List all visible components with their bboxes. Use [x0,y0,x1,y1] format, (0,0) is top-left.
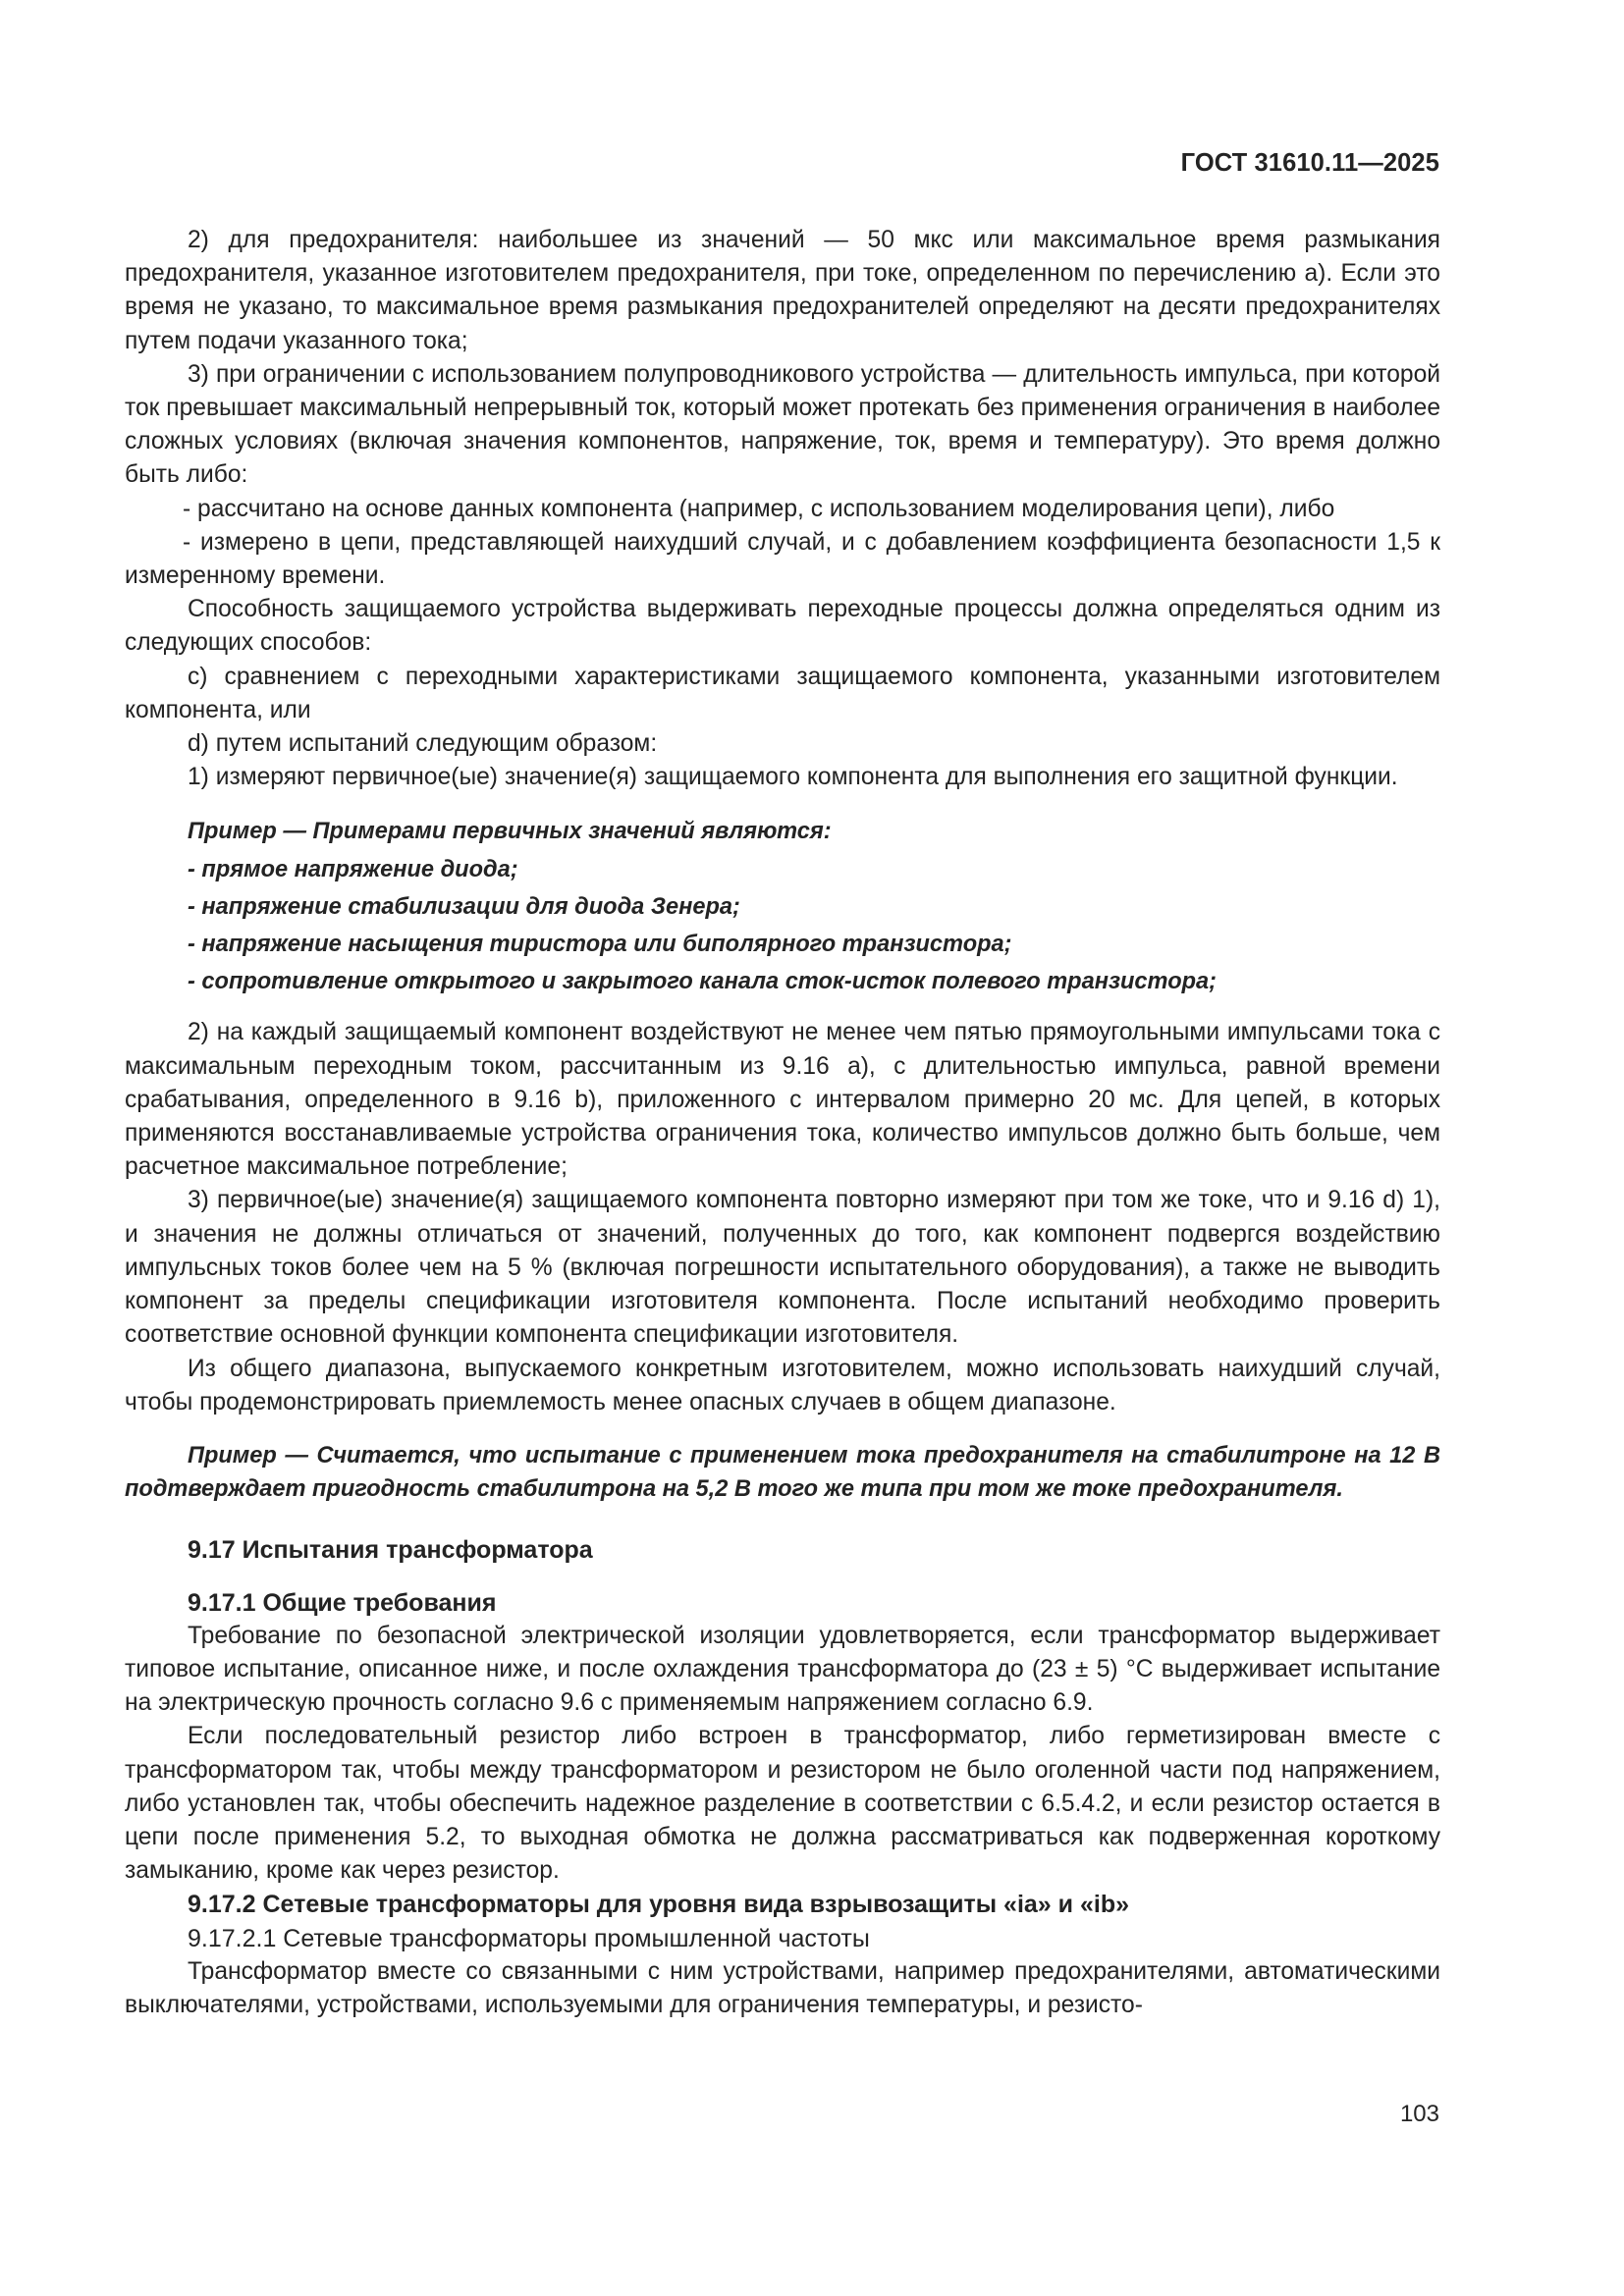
paragraph: d) путем испытаний следующим образом: [188,730,658,758]
example-note: Пример — Считается, что испытание с применением тока предохранителя на стабилитроне на 12 В подтверждает пригодность стабилитрона на 5,2 В того же типа при том же токе предохранителя. [125,1442,1440,1503]
example-item: - прямое напряжение диода; [188,856,518,882]
paragraph: Трансформатор вместе со связанными с ним устройствами, например предохранителями, автоматическими выключателями, устройствами, используемыми для ограничения температуры, и резисто- [125,1957,1440,2018]
subsection-heading: 9.17.1 Общие требования [188,1588,497,1617]
paragraph: Требование по безопасной электрической изоляции удовлетворяется, если трансформатор выдерживает типовое испытание, описанное ниже, и после охлаждения трансформатора до (23 ± 5) °C выдерживает испытание на электрическую прочность согласно 9.6 с применяемым напряжением согласно 6.9. [125,1622,1440,1717]
list-item: - измерено в цепи, представляющей наихудший случай, и с добавлением коэффициента безопасности 1,5 к измеренному времени. [125,528,1440,590]
example-heading: Пример — Примерами первичных значений являются: [188,819,832,845]
paragraph: 2) для предохранителя: наибольшее из значений — 50 мкс или максимальное время размыкания предохранителя, указанное изготовителем предохранителя, при токе, определенном по перечислению a). Если это время не указано, то максимальное время размыкания предохранителей определяют на десяти предохранителях путем подачи указанного тока; [125,227,1440,354]
page-number: 103 [1399,2101,1439,2127]
paragraph: c) сравнением с переходными характеристиками защищаемого компонента, указанными изготовителем компонента, или [125,663,1440,723]
example-item: - сопротивление открытого и закрытого канала сток-исток полевого транзистора; [188,969,1217,995]
paragraph: 1) измеряют первичное(ые) значение(я) защищаемого компонента для выполнения его защитной функции. [188,764,1398,791]
paragraph: Если последовательный резистор либо встроен в трансформатор, либо герметизирован вместе с трансформатором так, чтобы между трансформатором и резистором не было оголенной части под напряжением, либо установлен так, чтобы обеспечить надежное разделение в соответствии с 6.5.4.2, и если резистор остается в цепи после применения 5.2, то выходная обмотка не должна рассматриваться как подверженная короткому замыканию, кроме как через резистор. [125,1723,1440,1885]
example-item: - напряжение стабилизации для диода Зенера; [188,893,740,920]
paragraph: Способность защищаемого устройства выдерживать переходные процессы должна определяться одним из следующих способов: [125,596,1440,657]
document-header: ГОСТ 31610.11—2025 [1180,149,1439,177]
subsubsection-heading: 9.17.2.1 Сетевые трансформаторы промышленной частоты [188,1924,870,1952]
section-heading: 9.17 Испытания трансформатора [188,1536,593,1565]
paragraph: 2) на каждый защищаемый компонент воздействуют не менее чем пятью прямоугольными импульсами тока с максимальным переходным током, рассчитанным из 9.16 a), с длительностью импульса, равной времени срабатывания, определенного в 9.16 b), приложенного с интервалом примерно 20 мс. Для цепей, в которых применяются восстанавливаемые устройства ограничения тока, количество импульсов должно быть больше, чем расчетное максимальное потребление; [125,1019,1440,1181]
document-body [125,224,1440,2022]
paragraph: 3) первичное(ые) значение(я) защищаемого компонента повторно измеряют при том же токе, что и 9.16 d) 1), и значения не должны отличаться от значений, полученных до того, как компонент подвергся воздействию импульсных токов более чем на 5 % (включая погрешности испытательного оборудования), а также не выводить компонент за пределы спецификации изготовителя компонента. После испытаний необходимо проверить соответствие основной функции компонента спецификации изготовителя. [125,1187,1440,1349]
list-item: - рассчитано на основе данных компонента (например, с использованием моделирования цепи), либо [183,495,1335,522]
paragraph: Из общего диапазона, выпускаемого конкретным изготовителем, можно использовать наихудший случай, чтобы продемонстрировать приемлемость менее опасных случаев в общем диапазоне. [125,1355,1440,1415]
subsection-heading: 9.17.2 Сетевые трансформаторы для уровня вида взрывозащиты «ia» и «ib» [188,1891,1129,1919]
paragraph: 3) при ограничении с использованием полупроводникового устройства — длительность импульса, при которой ток превышает максимальный непрерывный ток, который может протекать без применения ограничения в наиболее сложных условиях (включая значения компонентов, напряжение, ток, время и температуру). Это время должно быть либо: [125,360,1440,489]
example-item: - напряжение насыщения тиристора или биполярного транзистора; [188,932,1012,958]
